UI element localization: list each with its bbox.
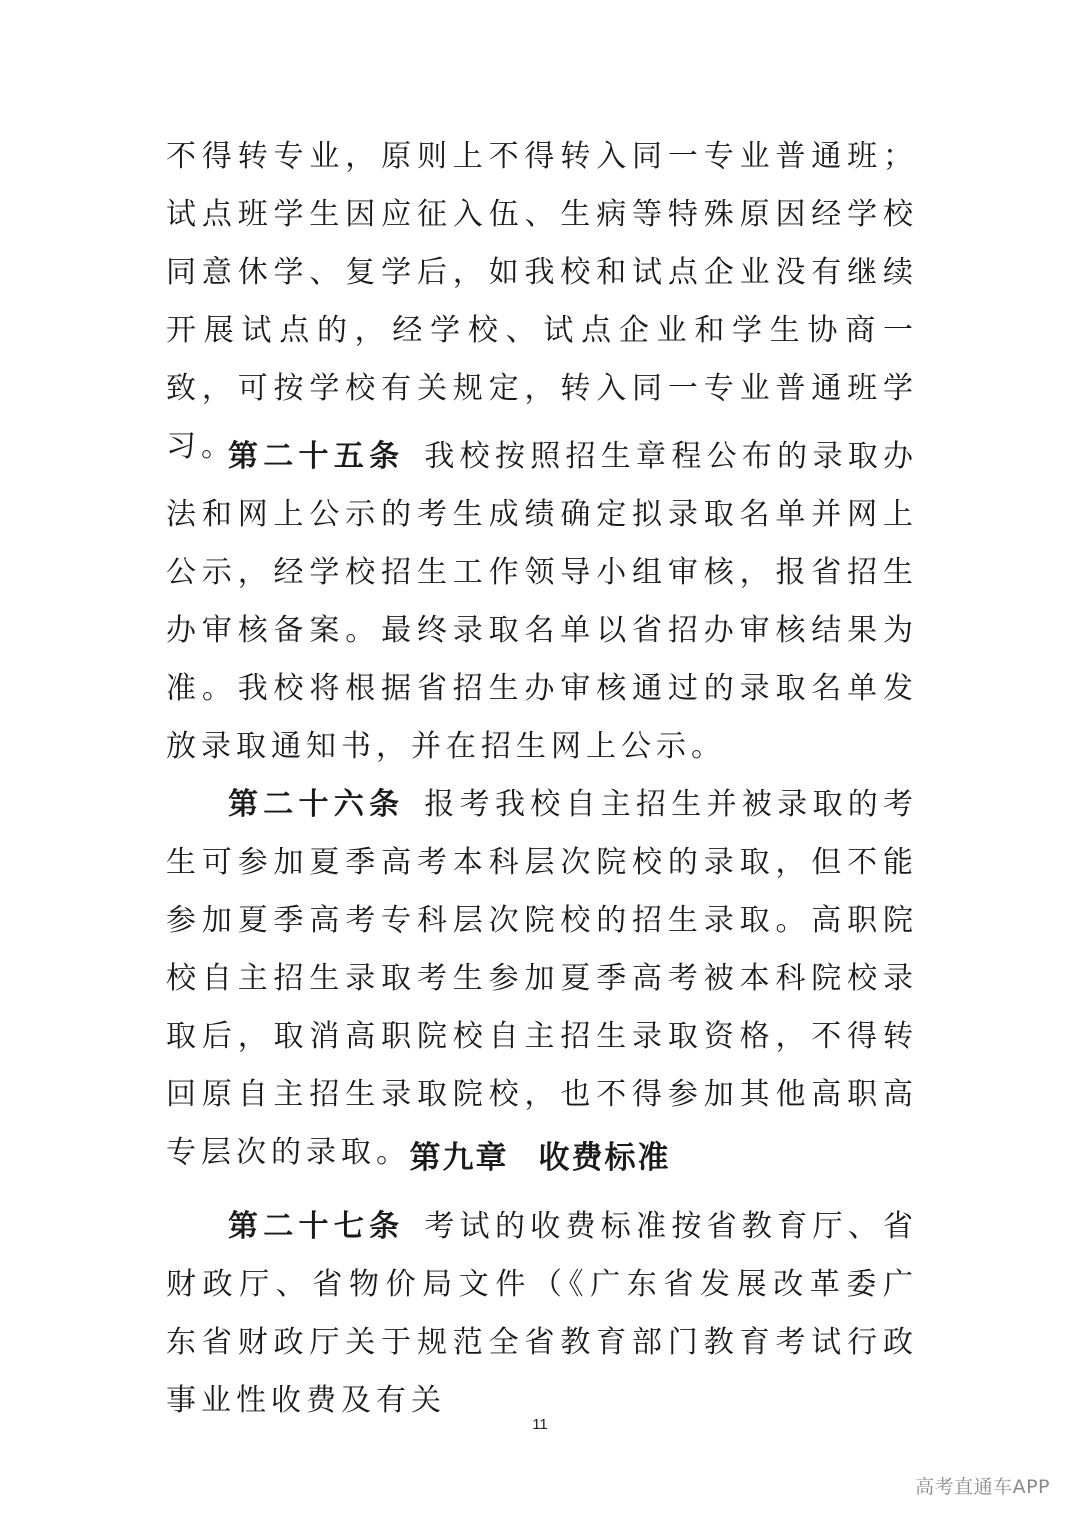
article-26-label: 第二十六条 — [228, 787, 405, 822]
article-27-label: 第二十七条 — [228, 1209, 405, 1244]
page-number: 11 — [532, 1416, 548, 1433]
article-25-label: 第二十五条 — [228, 439, 405, 474]
article-25-paragraph — [166, 428, 918, 776]
chapter-number: 第九章 — [409, 1140, 509, 1176]
article-25-text: 我校按照招生章程公布的录取办法和网上公示的考生成绩确定拟录取名单并网上公示，经学校招生工作领导小组审核，报省招生办审核备案。最终录取名单以省招办审核结果为准。我校将根据省招生办审核通过的录取名单发放录取通知书，并在招生网上公示。 — [166, 439, 919, 764]
watermark-text: 高考直通车APP — [915, 1476, 1050, 1498]
article-26-paragraph — [166, 776, 918, 1182]
chapter-heading — [0, 1136, 1080, 1180]
article-25-block — [166, 428, 918, 776]
continuation-paragraph-block — [166, 128, 918, 476]
article-27-text: 考试的收费标准按省教育厅、省财政厅、省物价局文件（《广东省发展改革委广东省财政厅关于规范全省教育部门教育考试行政事业性收费及有关 — [166, 1209, 919, 1418]
chapter-title: 收费标准 — [538, 1140, 671, 1176]
article-27-paragraph — [166, 1198, 918, 1430]
continuation-paragraph: 不得转专业，原则上不得转入同一专业普通班；试点班学生因应征入伍、生病等特殊原因经学校同意休学、复学后，如我校和试点企业没有继续开展试点的，经学校、试点企业和学生协商一致，可按学校有关规定，转入同一专业普通班学习。 — [166, 139, 918, 464]
article-26-block — [166, 776, 918, 1182]
article-27-block — [166, 1198, 918, 1430]
article-26-text: 报考我校自主招生并被录取的考生可参加夏季高考本科层次院校的录取，但不能参加夏季高考专科层次院校的招生录取。高职院校自主招生录取考生参加夏季高考被本科院校录取后，取消高职院校自主招生录取资格，不得转回原自主招生录取院校，也不得参加其他高职高专层次的录取。 — [166, 787, 919, 1170]
